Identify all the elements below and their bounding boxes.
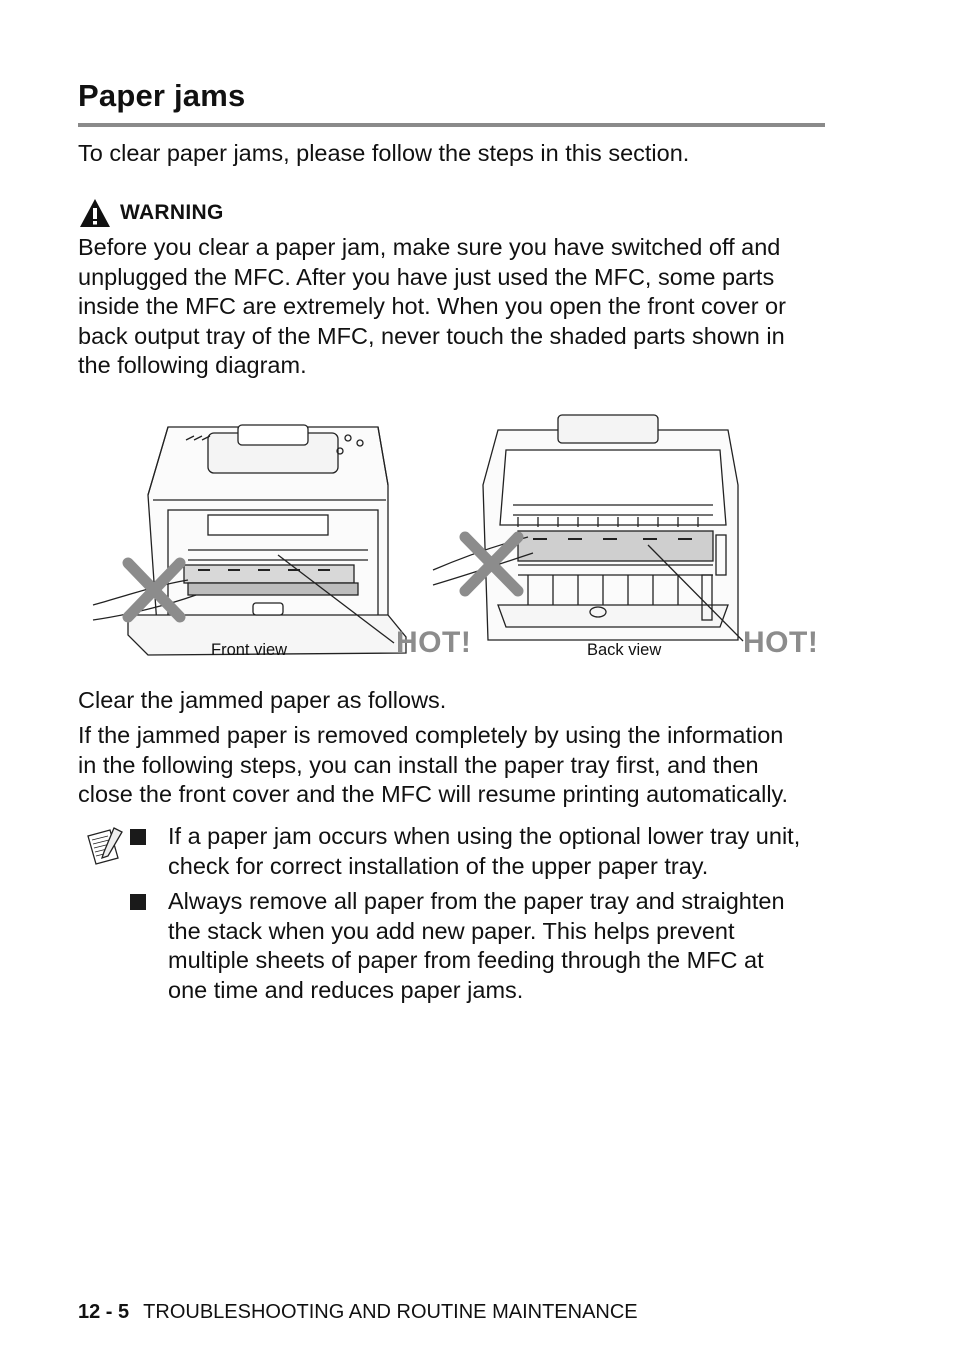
- note-line: one time and reduces paper jams.: [168, 976, 524, 1003]
- front-view-label: Front view: [211, 641, 288, 659]
- warning-text: [78, 233, 838, 381]
- clear-instruction: Clear the jammed paper as follows.: [78, 687, 447, 713]
- chapter-title: TROUBLESHOOTING AND ROUTINE MAINTENANCE: [143, 1301, 638, 1323]
- hot-label-back: HOT!: [743, 626, 819, 659]
- hot-parts-diagram: [88, 405, 833, 667]
- note-line: check for correct installation of the upper paper tray.: [168, 852, 709, 879]
- note-line: Always remove all paper from the paper tray and straighten: [168, 888, 785, 914]
- intro-text: To clear paper jams, please follow the steps in this section.: [78, 140, 690, 166]
- warning-line: unplugged the MFC. After you have just used the MFC, some parts: [78, 263, 775, 290]
- hot-label-front: HOT!: [396, 626, 472, 659]
- note-pad-icon: [84, 826, 124, 866]
- warning-header: [78, 196, 224, 230]
- resume-line: If the jammed paper is removed completely by using the information: [78, 722, 784, 748]
- warning-line: back output tray of the MFC, never touch the shaded parts shown in: [78, 322, 785, 349]
- warning-triangle-icon: [78, 197, 112, 229]
- front-view-mfc: [93, 425, 406, 655]
- title-rule: [78, 123, 825, 127]
- warning-label: WARNING: [120, 201, 224, 224]
- resume-line: close the front cover and the MFC will resume printing automatically.: [78, 781, 789, 807]
- note-line: multiple sheets of paper from feeding through the MFC at: [168, 947, 764, 973]
- warning-line: inside the MFC are extremely hot. When you open the front cover or: [78, 293, 786, 319]
- note-line: the stack when you add new paper. This helps prevent: [168, 917, 735, 944]
- note-bullet: [130, 829, 146, 845]
- page-number: 12 - 5: [78, 1301, 130, 1323]
- back-view-label: Back view: [587, 641, 662, 659]
- page-footer: [78, 1301, 638, 1324]
- back-view-mfc: [433, 415, 743, 641]
- resume-text: [78, 721, 848, 810]
- note-bullet: [130, 894, 146, 910]
- page-title: Paper jams: [78, 78, 246, 113]
- note-item: [168, 887, 828, 1005]
- resume-line: in the following steps, you can install the paper tray first, and then: [78, 751, 759, 778]
- note-item: [168, 822, 828, 881]
- warning-line: Before you clear a paper jam, make sure you have switched off and: [78, 234, 781, 260]
- warning-line: the following diagram.: [78, 352, 307, 378]
- note-line: If a paper jam occurs when using the optional lower tray unit,: [168, 823, 801, 849]
